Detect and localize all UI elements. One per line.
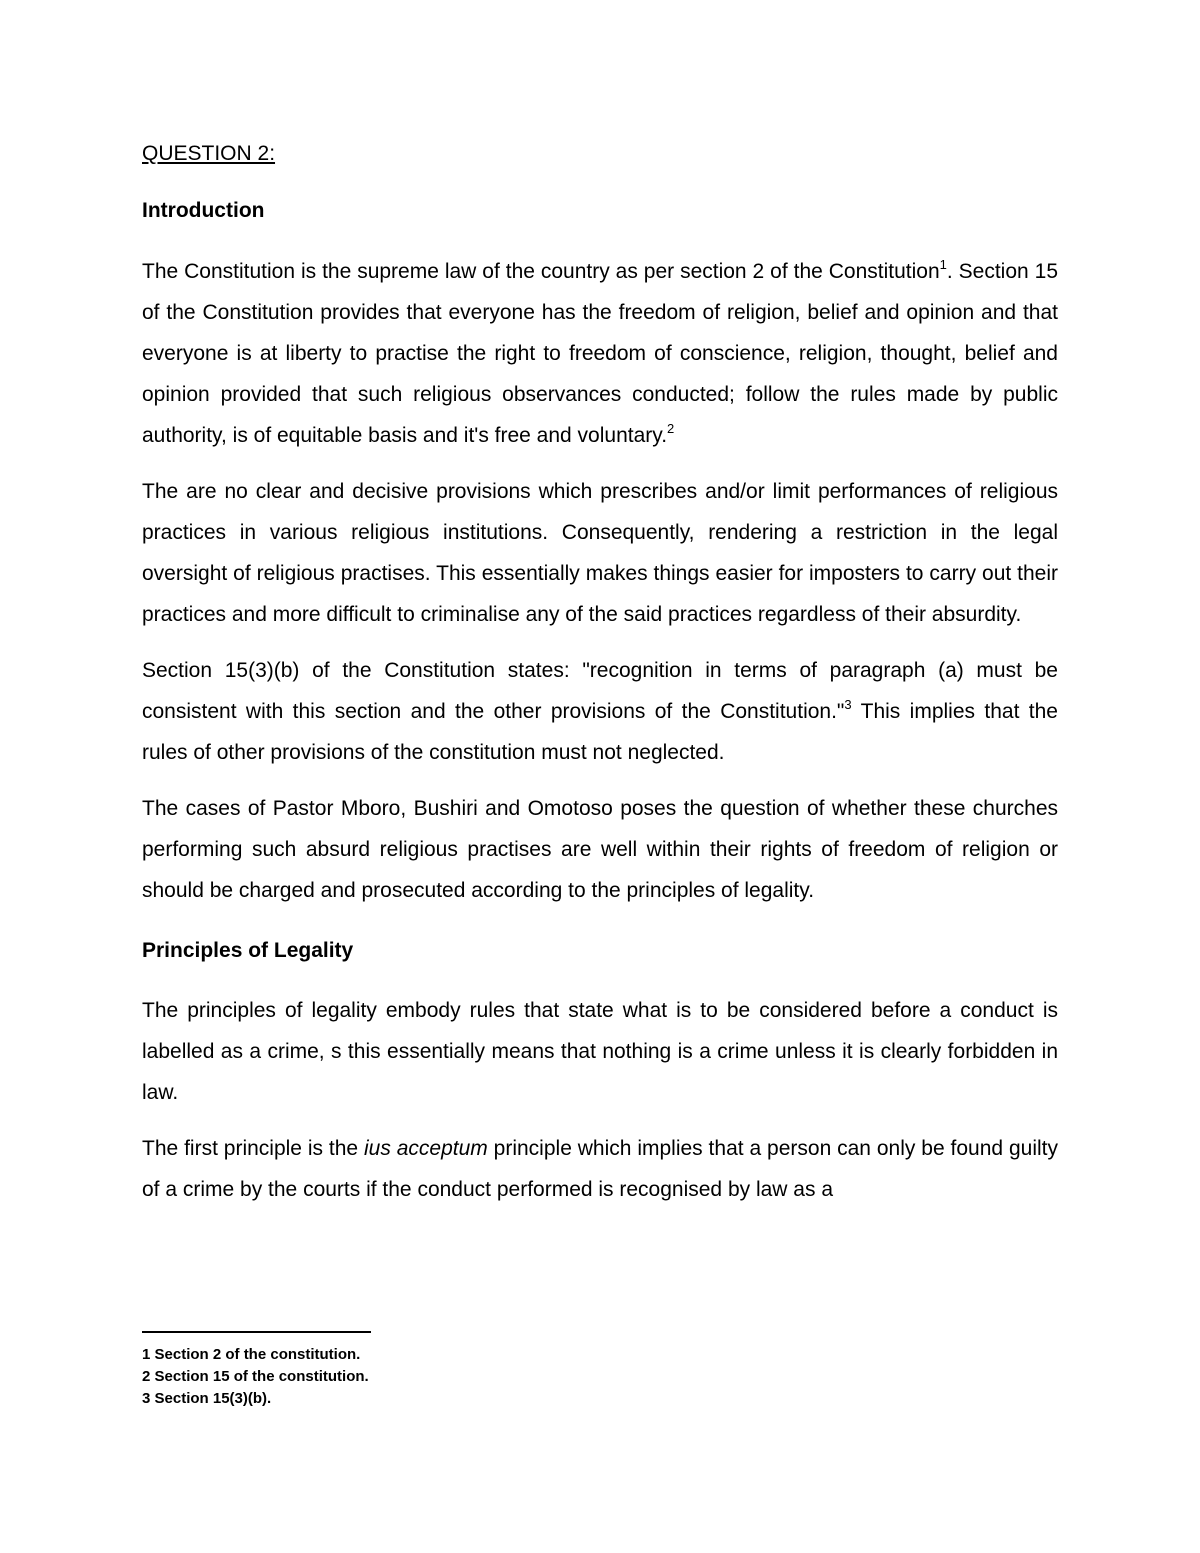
introduction-p1-text-b: . Section 15 of the Constitution provides that everyone has the freedom of religion, belief and opinion and that everyone is at liberty to practise the right to freedom of conscience, religion, thought, belief and opinion provided that such religious observances conducted; follow the rules made by public authority, is of equitable basis and it's free and voluntary. (142, 259, 1059, 447)
principles-p2-text-b: principle which implies that a person can only be found guilty of a crime by the courts if the conduct performed is recognised by law as a (142, 1136, 1058, 1201)
footnote-ref-1: 1 (939, 256, 947, 272)
footnotes (142, 1344, 369, 1410)
footnote-ref-3: 3 (844, 696, 852, 712)
footnote-3: 3 Section 15(3)(b). (142, 1390, 272, 1407)
document-page (142, 140, 1058, 1210)
principles-paragraph-1: The principles of legality embody rules that state what is to be considered before a conduct is labelled as a crime, s this essentially means that nothing is a crime unless it is clearly forbidden in law. (142, 998, 1058, 1104)
footnote-ref-2: 2 (667, 420, 675, 436)
principles-p2-text-a: The first principle is the (142, 1136, 364, 1160)
introduction-paragraph-3 (142, 650, 1058, 773)
footnote-2: 2 Section 15 of the constitution. (142, 1368, 369, 1385)
question-heading: QUESTION 2: (142, 142, 276, 165)
introduction-p3-text-a: Section 15(3)(b) of the Constitution states: "recognition in terms of paragraph (a) must be consistent with this section and the other provisions of the Constitution." (142, 658, 1058, 723)
introduction-p1-text-a: The Constitution is the supreme law of the country as per section 2 of the Constitution (142, 259, 940, 283)
footnote-1: 1 Section 2 of the constitution. (142, 1346, 361, 1363)
introduction-heading: Introduction (142, 199, 265, 223)
principles-heading: Principles of Legality (142, 938, 354, 962)
introduction-paragraph-2: The are no clear and decisive provisions which prescribes and/or limit performances of religious practices in various religious institutions. Consequently, rendering a restriction in the legal oversight of religious practises. This essentially makes things easier for imposters to carry out their practices and more difficult to criminalise any of the said practices regardless of their absurdity. (142, 479, 1058, 626)
principles-paragraph-2 (142, 1128, 1058, 1210)
introduction-paragraph-1 (142, 251, 1058, 456)
footnote-separator (142, 1331, 371, 1333)
introduction-p3-text-b: This implies that the rules of other provisions of the constitution must not neglected. (142, 699, 1058, 764)
introduction-paragraph-4: The cases of Pastor Mboro, Bushiri and Omotoso poses the question of whether these churches performing such absurd religious practises are well within their rights of freedom of religion or should be charged and prosecuted according to the principles of legality. (142, 796, 1058, 902)
ius-acceptum-term: ius acceptum (364, 1136, 488, 1160)
